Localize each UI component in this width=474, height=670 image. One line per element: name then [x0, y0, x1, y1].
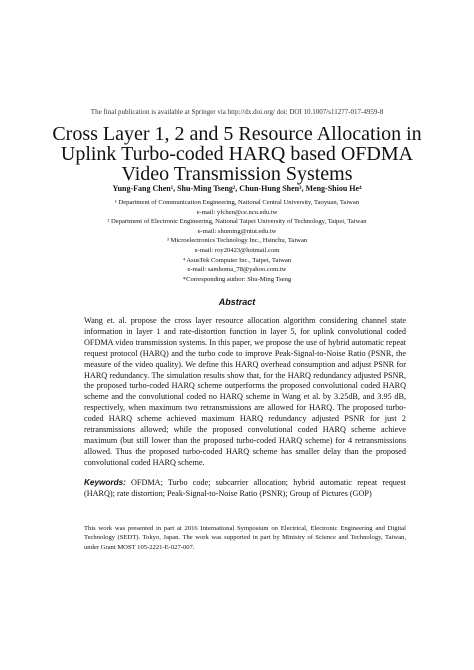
affiliation-2: ² Department of Electronic Engineering, National Taipei University of Technology, Taipei, Taiwan: [107, 218, 367, 226]
affiliation-4: ⁴ AsusTek Computer Inc., Taipei, Taiwan: [182, 256, 292, 264]
affiliation-3: ³ Microelectronics Technology Inc., Hsinchu, Taiwan: [166, 237, 308, 245]
keywords-paragraph: [84, 478, 406, 500]
keywords-label: Keywords:: [84, 478, 126, 487]
abstract-heading: Abstract: [218, 297, 256, 307]
publication-note: The final publication is available at Springer via http://dx.doi.org/ doi: DOI 10.1007/s11277-017-4959-8: [90, 108, 384, 116]
affiliations: [40, 198, 434, 284]
affiliation-3-email: e-mail: roy20423@hotmail.com: [194, 246, 280, 254]
abstract-body: Wang et. al. propose the cross layer resource allocation algorithm considering channel state information in layer 1 and rate-distortion function in layer 5, for uplink convolutional coded OFDMA video transmission systems. In this paper, we propose the use of hybrid automatic repeat request protocol (HARQ) and the turbo code to improve Peak-Signal-to-Noise Ratio (PSNR, the measure of the video quality). We define this HARQ overhead consumption and adjust PSNR for HARQ redundancy. The simulation results show that, for the HARQ redundancy adjusted PSNR, the proposed turbo-coded HARQ scheme outperforms the proposed convolutional coded HARQ scheme and the convolutional coded no HARQ scheme in Wang et al. by 3.25dB, and 3.95 dB, respectively, when maximum two retransmissions are allowed for HARQ. The proposed turbo-coded HARQ scheme achieved maximum HARQ redundancy adjusted PSNR for just 2 retransmissions allowed; while the proposed convolutional coded HARQ scheme achieve maximum (but still lower than the proposed turbo-coded HARQ scheme) for 4 retransmissions allowed. Thus the proposed turbo-coded HARQ scheme has smaller delay than the proposed convolutional coded HARQ scheme.: [84, 316, 406, 467]
author-list: Yung-Fang Chen¹, Shu-Ming Tseng², Chun-Hung Shen³, Meng-Shiou He⁴: [112, 184, 362, 193]
footnote: This work was presented in part at 2016 International Symposium on Electrical, Electronic Engineering and Digital Technology (SEDT). Tokyo, Japan. The work was supported in part by Ministry of Science and Technology, Taiwan, under Grant MOST 105-2221-E-027-007.: [84, 525, 406, 551]
affiliation-1: ¹ Department of Communication Engineering, National Central University, Taoyuan, Taiwan: [114, 199, 360, 206]
affiliation-1-email: e-mail: yfchen@ce.ncu.edu.tw: [196, 208, 278, 216]
keywords-text: OFDMA; Turbo code; subcarrier allocation; hybrid automatic repeat request (HARQ); rate distortion; Peak-Signal-to-Noise Ratio (PSNR); Group of Pictures (GOP): [84, 478, 406, 498]
paper-title: Cross Layer 1, 2 and 5 Resource Allocation in Uplink Turbo-coded HARQ based OFDMA Video Transmission Systems: [52, 123, 422, 185]
affiliation-2-email: e-mail: shuming@ntut.edu.tw: [197, 227, 277, 235]
affiliation-4-email: e-mail: samhoma_78@yahoo.com.tw: [187, 266, 287, 274]
corresponding-author: *Corresponding author: Shu-Ming Tseng: [182, 275, 292, 283]
